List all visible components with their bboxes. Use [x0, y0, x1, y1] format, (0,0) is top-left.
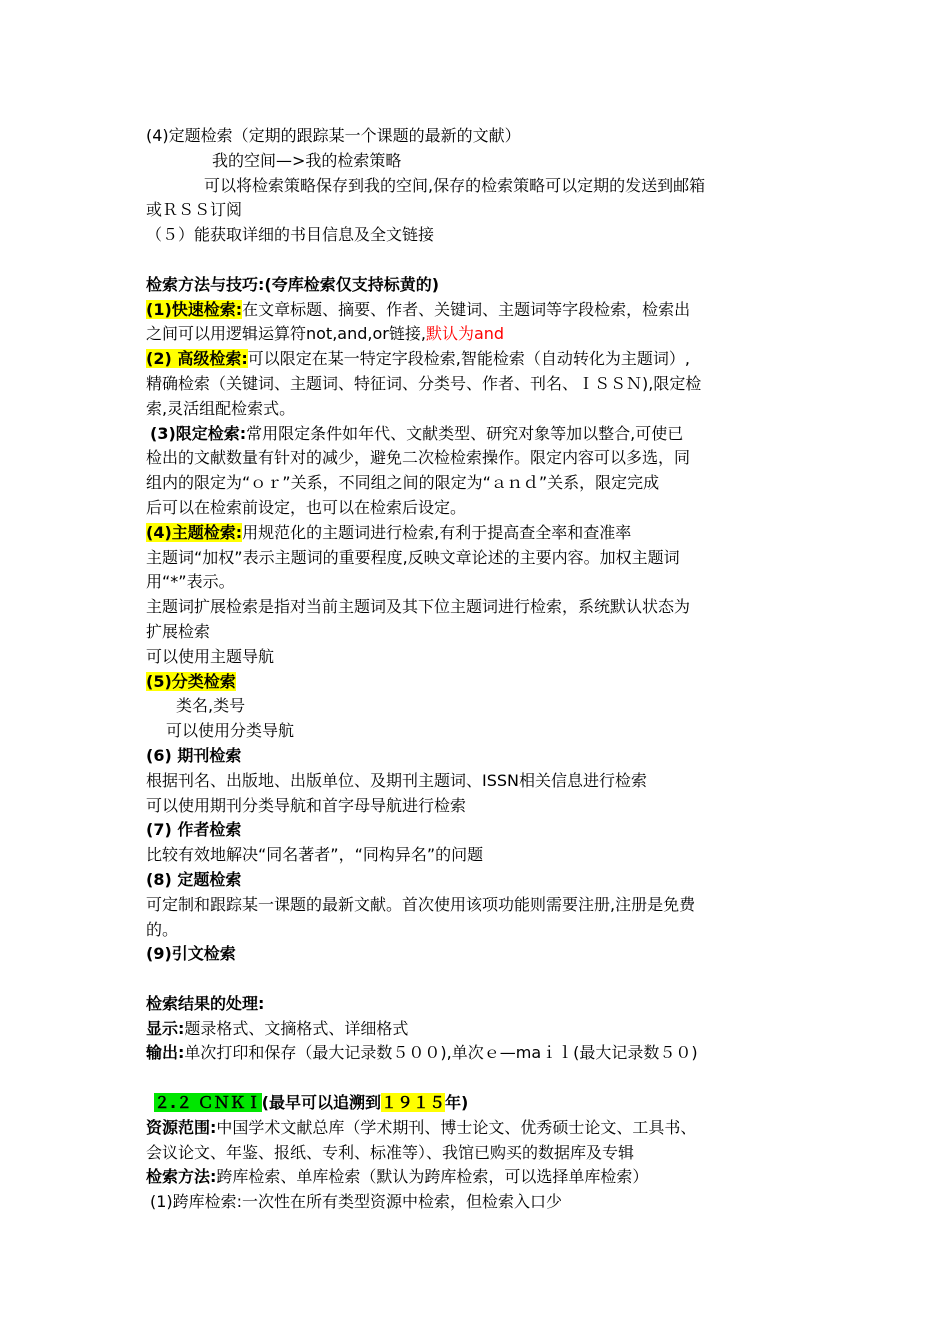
section-heading: 检索结果的处理:	[146, 993, 265, 1013]
text-line	[146, 670, 826, 695]
text-line: 可以使用期刊分类导航和首字母导航进行检索	[146, 795, 467, 815]
class-search-label: (5)分类检索	[146, 671, 236, 691]
text-line: 索,灵活组配检索式。	[146, 398, 296, 418]
search-method-label: 检索方法:	[146, 1167, 217, 1187]
text-line: 根据刊名、出版地、出版单位、及期刊主题词、ISSN相关信息进行检索	[146, 770, 648, 790]
quick-search-text-2: 之间可以用逻辑运算符not,and,or链接,	[146, 324, 426, 344]
text-line: 主题词“加权”表示主题词的重要程度,反映文章论述的主要内容。加权主题词	[146, 547, 680, 567]
resource-range-text: 中国学术文献总库（学术期刊、博士论文、优秀硕士论文、工具书、	[216, 1117, 697, 1137]
display-text: 题录格式、文摘格式、详细格式	[184, 1018, 409, 1038]
limit-search-label: (3)限定检索:	[150, 423, 247, 443]
output-label: 输出:	[146, 1043, 185, 1063]
text-line	[146, 422, 826, 447]
quick-search-text: 在文章标题、摘要、作者、关键词、主题词等字段检索，检索出	[242, 299, 691, 319]
text-line: 可定制和跟踪某一课题的最新文献。首次使用该项功能则需要注册,注册是免费	[146, 894, 696, 914]
text-line	[146, 1041, 826, 1066]
text-line	[146, 521, 826, 546]
section-heading: 检索方法与技巧:(夸库检索仅支持标黄的)	[146, 274, 440, 294]
text-line: 检出的文献数量有针对的减少，避免二次检检索操作。限定内容可以多选，同	[146, 448, 691, 468]
spacer	[146, 248, 826, 273]
spacer	[146, 1066, 826, 1091]
text-line: 比较有效地解决“同名著者”，“同构异名”的问题	[146, 845, 484, 865]
text-line: 类名,类号	[176, 696, 246, 716]
resource-range-label: 资源范围:	[146, 1117, 217, 1137]
text-line: 用“*”表示。	[146, 572, 235, 592]
fixed-topic-search-label: (8) 定题检索	[146, 869, 242, 889]
cnki-year-highlight: １９１５	[380, 1093, 445, 1113]
author-search-label: (7) 作者检索	[146, 820, 242, 840]
text-line: 可以将检索策略保存到我的空间,保存的检索策略可以定期的发送到邮箱	[204, 175, 706, 195]
text-line: 可以使用分类导航	[166, 721, 295, 741]
display-label: 显示:	[146, 1018, 185, 1038]
text-line: 主题词扩展检索是指对当前主题词及其下位主题词进行检索，系统默认状态为	[146, 597, 691, 617]
topic-search-text: 用规范化的主题词进行检索,有利于提高查全率和查准率	[242, 522, 632, 542]
default-and-note: 默认为and	[425, 324, 505, 344]
text-line	[146, 1116, 826, 1141]
text-line: 后可以在检索前设定，也可以在检索后设定。	[146, 497, 467, 517]
text-line: 扩展检索	[146, 621, 211, 641]
cnki-title-end: 年)	[445, 1093, 469, 1113]
spacer	[146, 967, 826, 992]
text-line: 会议论文、年鉴、报纸、专利、标准等）、我馆已购买的数据库及专辑	[146, 1142, 635, 1162]
text-line: 的。	[146, 919, 179, 939]
search-method-text: 跨库检索、单库检索（默认为跨库检索，可以选择单库检索）	[216, 1167, 649, 1187]
text-line: 我的空间—>我的检索策略	[212, 150, 402, 170]
output-text: 单次打印和保存（最大记录数５００),单次ｅ—maｉｌ(最大记录数５０)	[184, 1043, 698, 1063]
text-line: 或ＲＳＳ订阅	[146, 200, 243, 220]
cnki-title-mid: (最早可以追溯到	[261, 1093, 381, 1113]
topic-search-label: (4)主题检索:	[146, 522, 243, 542]
text-line	[146, 298, 826, 323]
limit-search-text: 常用限定条件如年代、文献类型、研究对象等加以整合,可使已	[246, 423, 684, 443]
citation-search-label: (9)引文检索	[146, 944, 236, 964]
text-line: （５）能获取详细的书目信息及全文链接	[146, 225, 435, 245]
advanced-search-label: (2) 高级检索:	[146, 349, 248, 369]
document-page	[146, 124, 826, 1215]
advanced-search-text: 可以限定在某一特定字段检索,智能检索（自动转化为主题词）,	[247, 349, 690, 369]
text-line	[146, 1165, 826, 1190]
journal-search-label: (6) 期刊检索	[146, 745, 242, 765]
text-line	[146, 322, 826, 347]
text-line	[146, 347, 826, 372]
text-line	[146, 1017, 826, 1042]
text-line: (4)定题检索（定期的跟踪某一个课题的最新的文献）	[146, 126, 521, 145]
text-line: 组内的限定为“ｏｒ”关系，不同组之间的限定为“ａｎｄ”关系，限定完成	[146, 473, 660, 493]
quick-search-label: (1)快速检索:	[146, 299, 243, 319]
text-line: (1)跨库检索:一次性在所有类型资源中检索，但检索入口少	[150, 1192, 563, 1212]
text-line: 精确检索（关键词、主题词、特征词、分类号、作者、刊名、ＩＳＳＮ),限定检	[146, 373, 702, 393]
cnki-title-highlight: ２.２ ＣＮＫＩ	[154, 1093, 262, 1113]
text-line: 可以使用主题导航	[146, 646, 275, 666]
cnki-heading	[146, 1091, 826, 1116]
